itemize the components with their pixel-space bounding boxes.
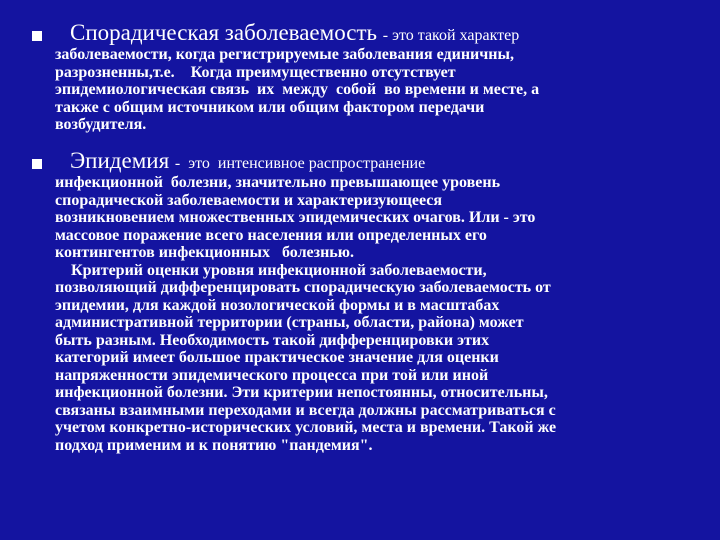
item1-dash-text: - это такой характер bbox=[382, 27, 520, 44]
item1-heading bbox=[70, 20, 519, 49]
item2-line: спорадической заболеваемости и характеризующееся bbox=[55, 191, 443, 209]
item2-line: связаны взаимными переходами и всегда должны рассматриваться с bbox=[55, 401, 556, 419]
item2-line: административной территории (страны, области, района) может bbox=[55, 314, 524, 331]
item2-line: учетом конкретно-исторических условий, места и времени. Такой же bbox=[55, 419, 557, 436]
item2-line: эпидемии, для каждой нозологической формы и в масштабах bbox=[55, 296, 500, 314]
item1-line: заболеваемости, когда регистрируемые заболевания единичны, bbox=[55, 46, 515, 63]
item1-line: возбудителя. bbox=[55, 116, 147, 133]
item2-line: позволяющий дифференцировать спорадическую заболеваемость от bbox=[55, 279, 551, 296]
item1-line: также с общим источником или общим фактором передачи bbox=[55, 98, 485, 116]
item1-body bbox=[55, 46, 690, 134]
item2-heading bbox=[70, 148, 425, 177]
item2-line: быть разным. Необходимость такой дифференцировки этих bbox=[55, 331, 490, 349]
bullet-square-icon bbox=[32, 159, 42, 169]
item1-term: Спорадическая заболеваемость bbox=[70, 20, 378, 45]
item1-line: разрозненны,т.е. Когда преимущественно отсутствует bbox=[55, 63, 456, 81]
item2-line: напряженности эпидемического процесса при той или иной bbox=[55, 366, 489, 384]
item2-line: инфекционной болезни. Эти критерии непостоянны, относительны, bbox=[55, 384, 548, 401]
item2-line: подход применим и к понятию "пандемия". bbox=[55, 436, 373, 454]
bullet-square-icon bbox=[32, 31, 42, 41]
item2-line: контингентов инфекционных болезнью. bbox=[55, 244, 354, 261]
item2-line: категорий имеет большое практическое значение для оценки bbox=[55, 349, 499, 366]
item2-line: Критерий оценки уровня инфекционной заболеваемости, bbox=[55, 261, 487, 279]
item2-term: Эпидемия bbox=[70, 148, 170, 173]
item2-line: инфекционной болезни, значительно превышающее уровень bbox=[55, 174, 501, 191]
item2-line: массовое поражение всего населения или определенных его bbox=[55, 226, 487, 244]
item1-line: эпидемиологическая связь их между собой во времени и месте, а bbox=[55, 81, 540, 98]
item2-line: возникновением множественных эпидемических очагов. Или - это bbox=[55, 209, 536, 226]
item2-body bbox=[55, 174, 690, 454]
item2-dash-text: - это интенсивное распространение bbox=[174, 155, 426, 172]
